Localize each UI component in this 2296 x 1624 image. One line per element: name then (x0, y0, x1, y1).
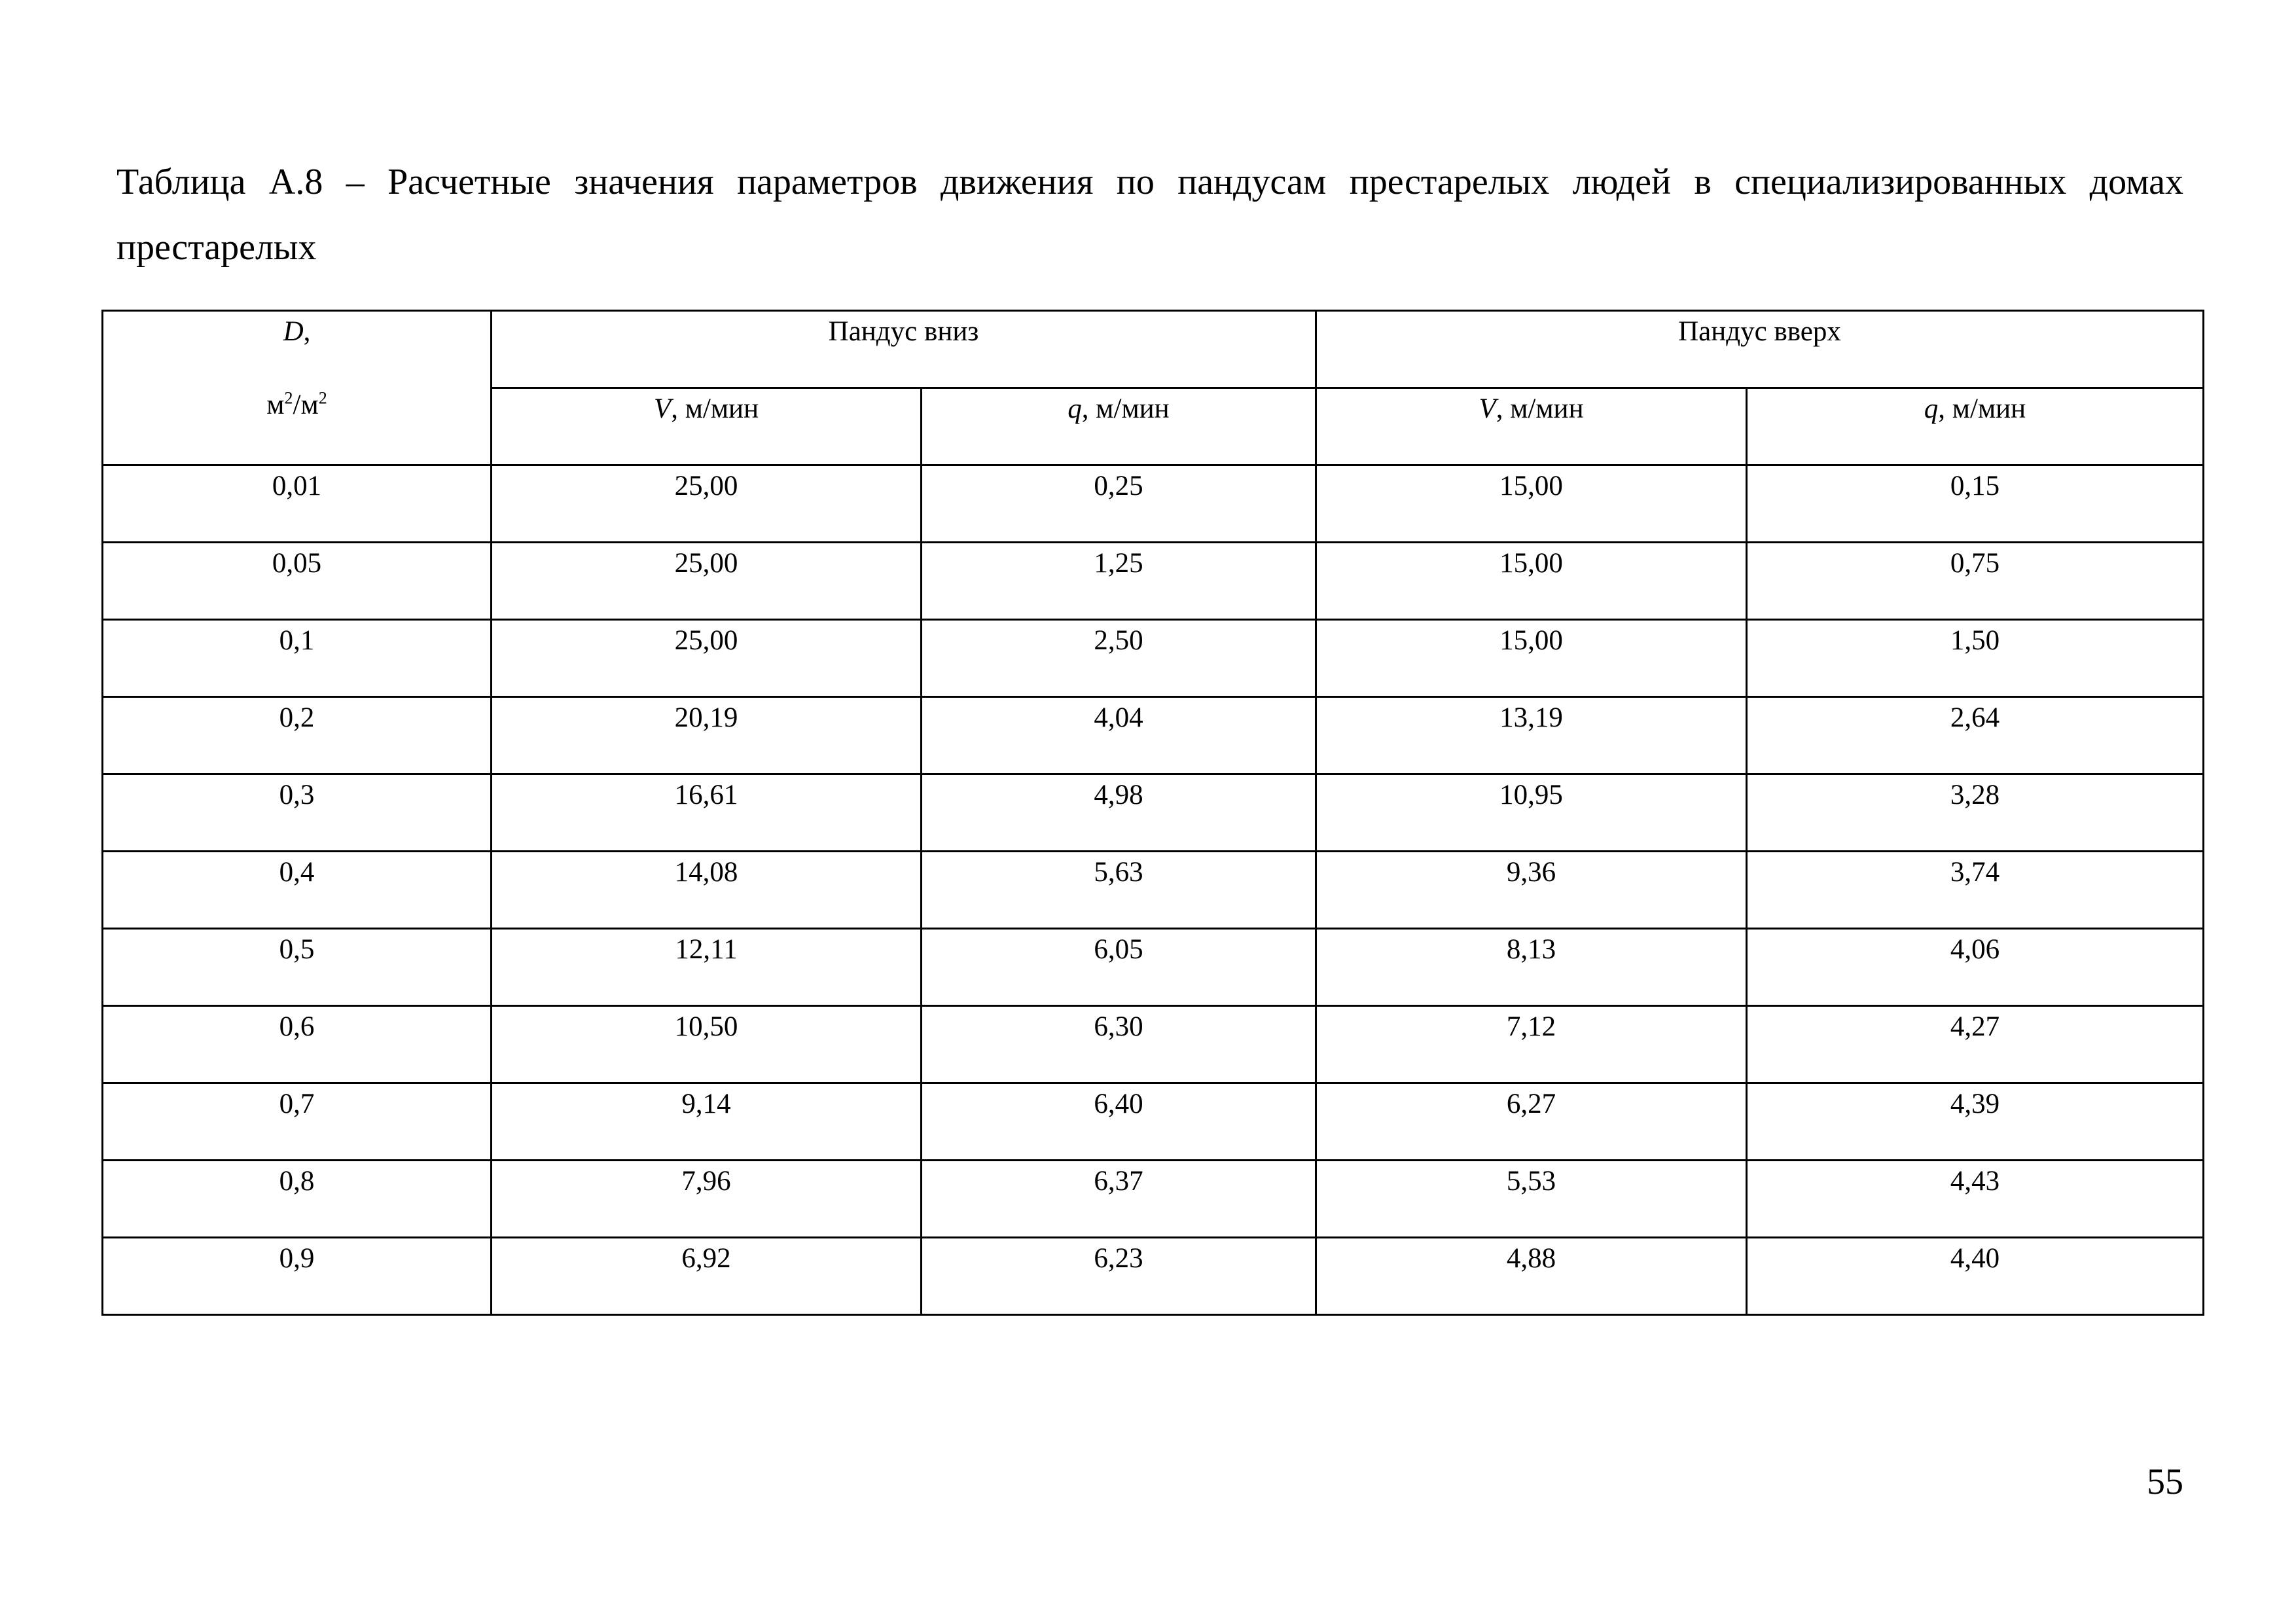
table-row (103, 697, 2204, 774)
cell-up-flow: 1,50 (1747, 620, 2204, 697)
cell-up-flow: 4,40 (1747, 1238, 2204, 1315)
q-symbol: q (1067, 393, 1082, 424)
cell-up-velocity: 6,27 (1316, 1083, 1747, 1161)
header-density-comma: , (303, 316, 311, 347)
cell-down-velocity: 25,00 (492, 465, 922, 543)
table-caption: Таблица А.8 – Расчетные значения параметров движения по пандусам престарелых людей в специализированных домах престарелых (117, 162, 2183, 268)
cell-down-flow: 6,37 (922, 1161, 1316, 1238)
table-row (103, 620, 2204, 697)
cell-density: 0,9 (103, 1238, 492, 1315)
cell-down-velocity: 14,08 (492, 852, 922, 929)
v-symbol: V (653, 393, 672, 424)
table-row (103, 774, 2204, 852)
cell-up-flow: 4,43 (1747, 1161, 2204, 1238)
cell-down-flow: 0,25 (922, 465, 1316, 543)
cell-up-velocity: 13,19 (1316, 697, 1747, 774)
cell-down-velocity: 25,00 (492, 620, 922, 697)
cell-density: 0,4 (103, 852, 492, 929)
header-ramp-up: Пандус вверх (1316, 311, 2204, 388)
table-row (103, 1161, 2204, 1238)
cell-up-velocity: 8,13 (1316, 929, 1747, 1006)
header-density-unit-exp: 2 (284, 388, 293, 408)
header-down-velocity (492, 388, 922, 465)
table-row (103, 1238, 2204, 1315)
cell-up-flow: 4,39 (1747, 1083, 2204, 1161)
cell-down-velocity: 20,19 (492, 697, 922, 774)
cell-up-flow: 0,15 (1747, 465, 2204, 543)
cell-down-velocity: 10,50 (492, 1006, 922, 1083)
cell-down-velocity: 12,11 (492, 929, 922, 1006)
cell-density: 0,8 (103, 1161, 492, 1238)
unit-suffix: , м/мин (1496, 393, 1584, 424)
table-header-row-1 (103, 311, 2204, 388)
cell-down-flow: 6,23 (922, 1238, 1316, 1315)
unit-suffix: , м/мин (1081, 393, 1170, 424)
cell-density: 0,01 (103, 465, 492, 543)
cell-down-flow: 5,63 (922, 852, 1316, 929)
unit-suffix: , м/мин (1938, 393, 2026, 424)
cell-down-velocity: 7,96 (492, 1161, 922, 1238)
cell-down-velocity: 9,14 (492, 1083, 922, 1161)
cell-up-velocity: 5,53 (1316, 1161, 1747, 1238)
cell-down-flow: 6,40 (922, 1083, 1316, 1161)
unit-suffix: , м/мин (671, 393, 759, 424)
table-row (103, 852, 2204, 929)
table-row (103, 1083, 2204, 1161)
cell-up-velocity: 9,36 (1316, 852, 1747, 929)
header-ramp-down: Пандус вниз (492, 311, 1316, 388)
cell-up-velocity: 4,88 (1316, 1238, 1747, 1315)
cell-density: 0,6 (103, 1006, 492, 1083)
header-density (103, 311, 492, 465)
cell-up-velocity: 15,00 (1316, 620, 1747, 697)
cell-density: 0,7 (103, 1083, 492, 1161)
cell-down-velocity: 6,92 (492, 1238, 922, 1315)
v-symbol: V (1479, 393, 1496, 424)
page-number: 55 (2147, 1462, 2183, 1502)
cell-down-flow: 4,98 (922, 774, 1316, 852)
table-row (103, 929, 2204, 1006)
header-density-unit-exp2: 2 (318, 388, 327, 408)
cell-up-velocity: 15,00 (1316, 465, 1747, 543)
cell-down-flow: 6,05 (922, 929, 1316, 1006)
cell-density: 0,3 (103, 774, 492, 852)
cell-down-velocity: 16,61 (492, 774, 922, 852)
cell-up-flow: 0,75 (1747, 543, 2204, 620)
cell-density: 0,2 (103, 697, 492, 774)
cell-down-flow: 6,30 (922, 1006, 1316, 1083)
cell-down-flow: 2,50 (922, 620, 1316, 697)
cell-up-flow: 3,28 (1747, 774, 2204, 852)
cell-up-velocity: 7,12 (1316, 1006, 1747, 1083)
header-up-velocity (1316, 388, 1747, 465)
data-table (101, 310, 2204, 1316)
cell-down-velocity: 25,00 (492, 543, 922, 620)
cell-down-flow: 1,25 (922, 543, 1316, 620)
cell-density: 0,1 (103, 620, 492, 697)
table-row (103, 465, 2204, 543)
cell-up-flow: 4,27 (1747, 1006, 2204, 1083)
header-density-unit-sep: /м (293, 389, 319, 420)
header-density-unit: м (266, 389, 285, 420)
cell-density: 0,05 (103, 543, 492, 620)
header-density-symbol: D (283, 316, 304, 347)
table-row (103, 543, 2204, 620)
cell-up-velocity: 10,95 (1316, 774, 1747, 852)
table-row (103, 1006, 2204, 1083)
header-up-flow (1747, 388, 2204, 465)
cell-up-flow: 3,74 (1747, 852, 2204, 929)
cell-up-flow: 2,64 (1747, 697, 2204, 774)
cell-down-flow: 4,04 (922, 697, 1316, 774)
cell-up-flow: 4,06 (1747, 929, 2204, 1006)
header-down-flow (922, 388, 1316, 465)
cell-up-velocity: 15,00 (1316, 543, 1747, 620)
q-symbol: q (1924, 393, 1939, 424)
cell-density: 0,5 (103, 929, 492, 1006)
